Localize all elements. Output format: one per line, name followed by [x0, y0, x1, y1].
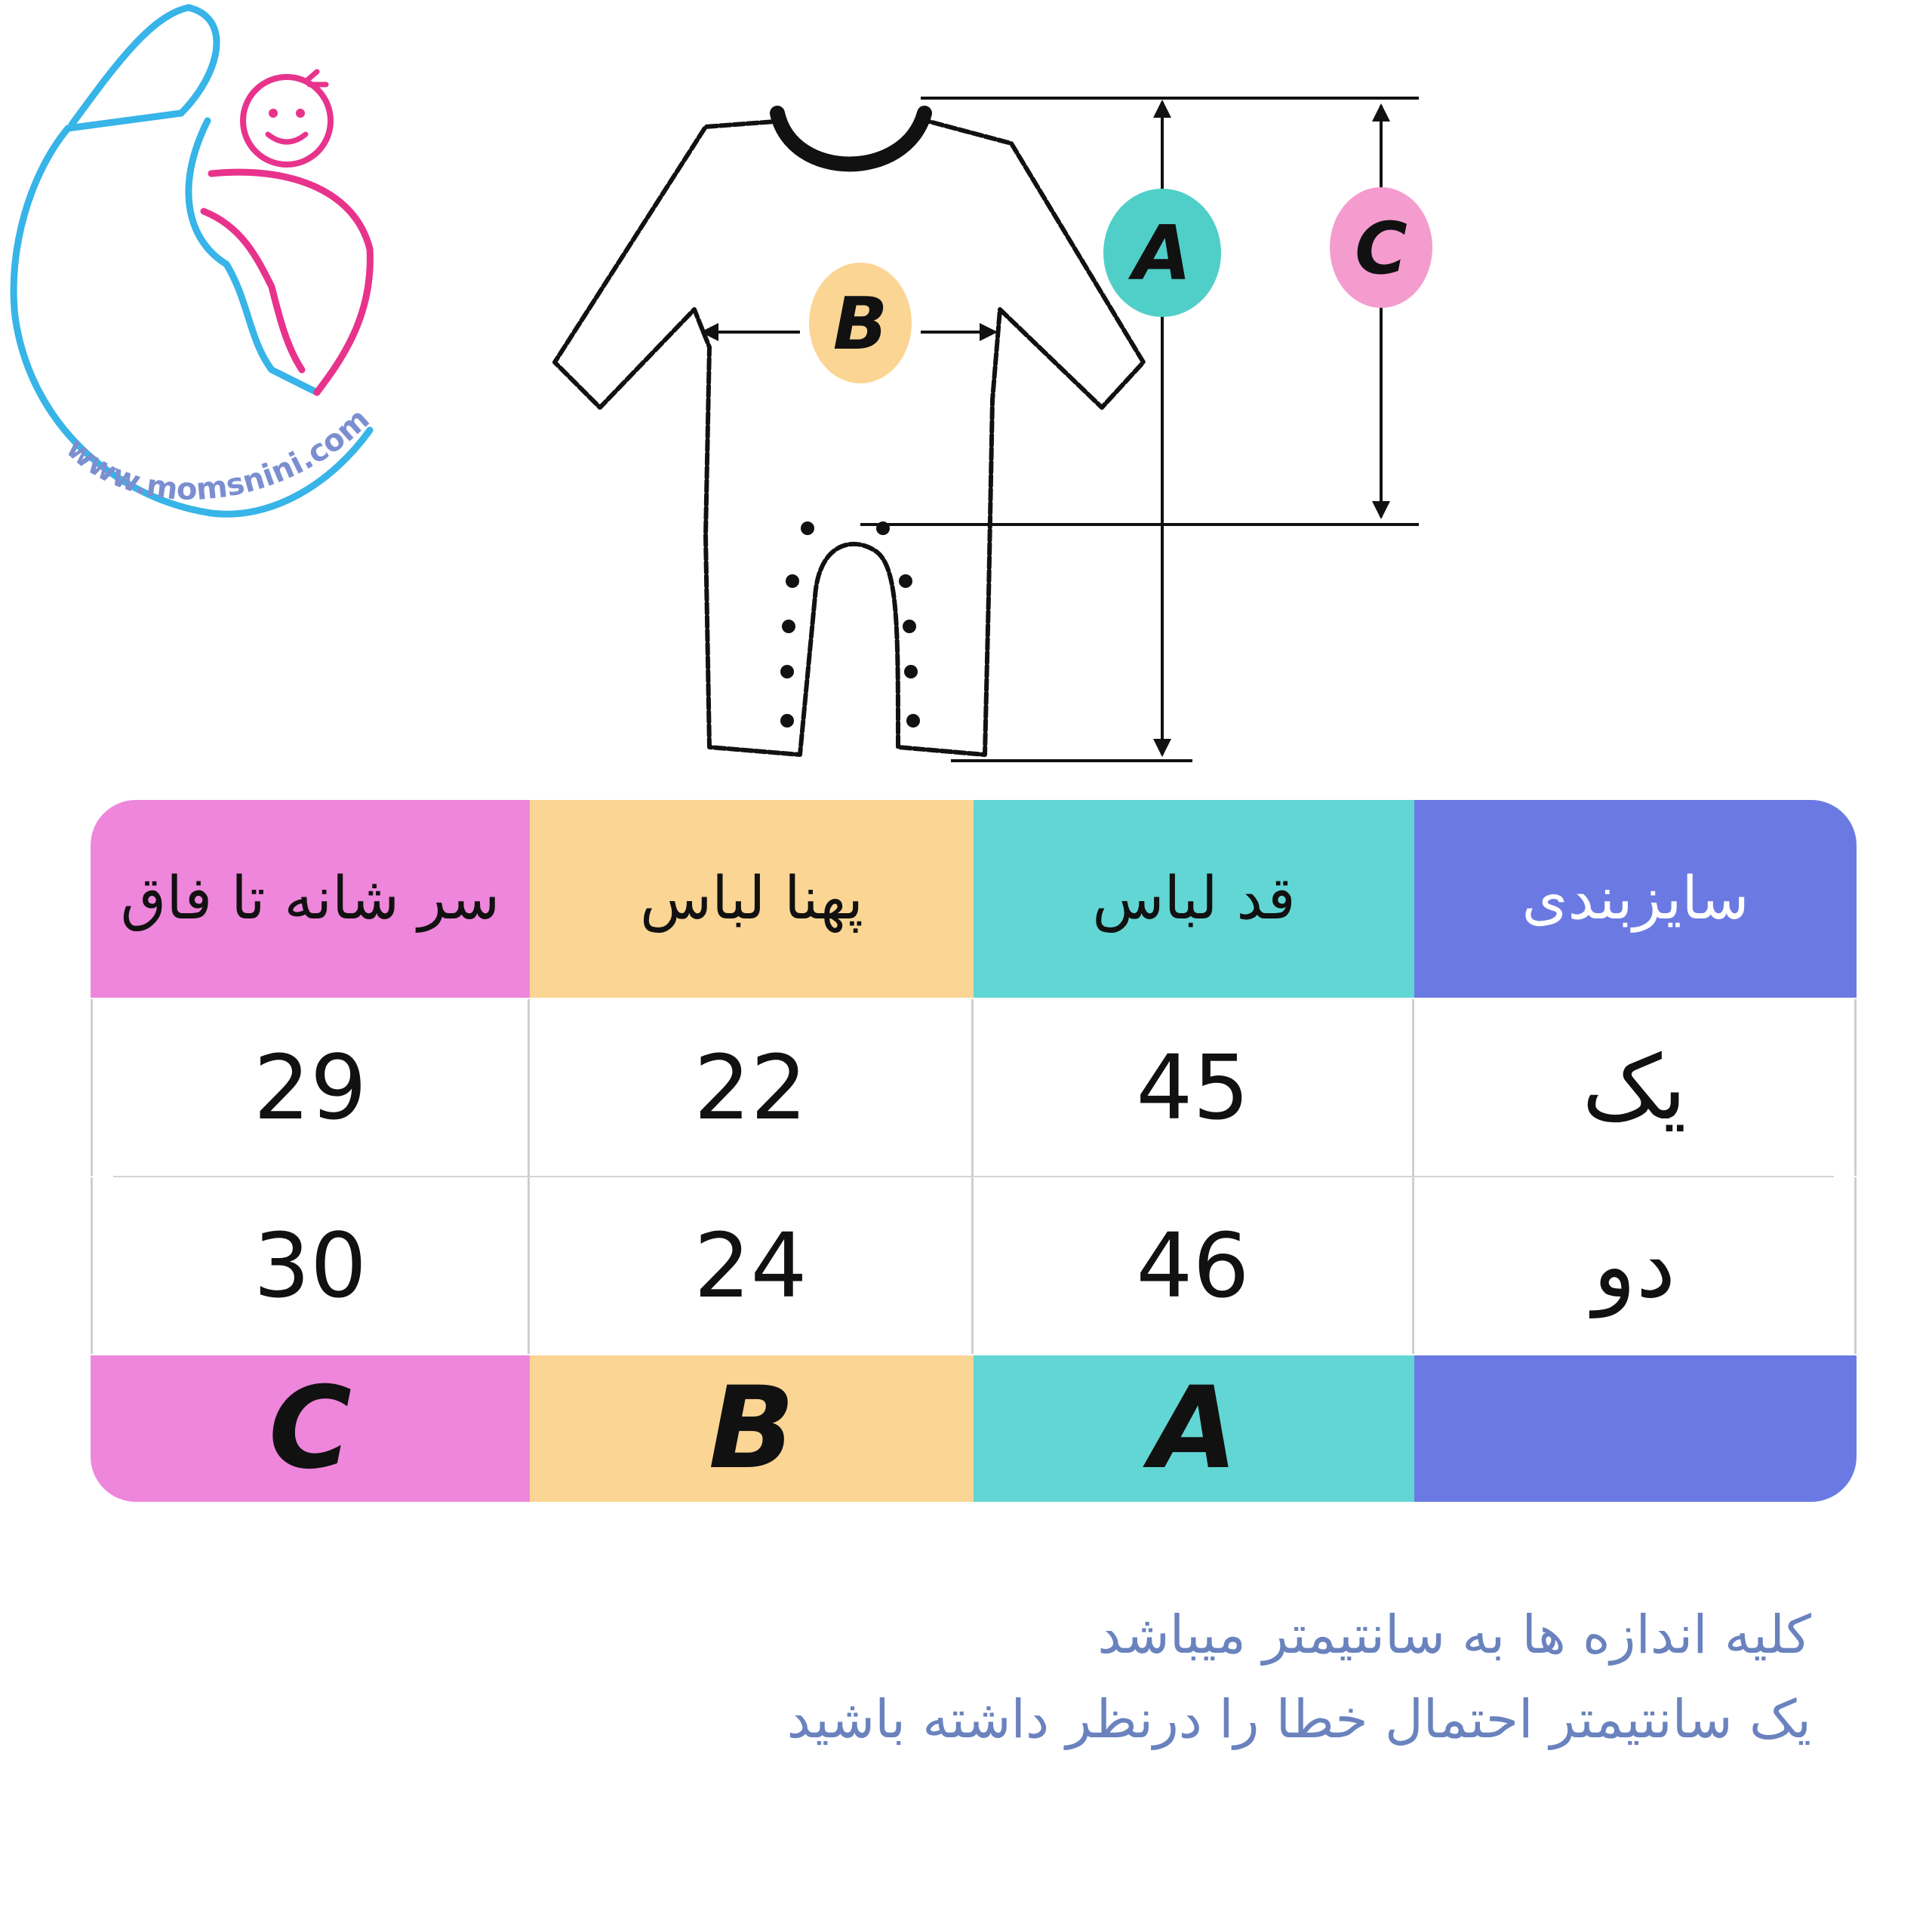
table-row [91, 999, 1857, 1176]
footer-label-size [1414, 1355, 1857, 1502]
measure-b-label: B [832, 283, 888, 366]
table-header-row [91, 800, 1857, 998]
cell-shoulder-to-crotch: 29 [91, 999, 530, 1176]
cell-garment-width: 24 [530, 1177, 974, 1354]
romper-outline-icon [528, 83, 1479, 777]
header-garment-length: قد لباس [974, 800, 1414, 998]
cell-garment-length: 46 [974, 1177, 1414, 1354]
logo-website-text: www.momsnini.com [59, 401, 377, 508]
cell-size: یک [1414, 999, 1857, 1176]
footer-label-b: B [530, 1355, 974, 1502]
garment-measurement-diagram [528, 83, 1479, 777]
header-garment-width: پهنا لباس [530, 800, 974, 998]
footer-label-c: C [91, 1355, 530, 1502]
header-shoulder-to-crotch: سر شانه تا فاق [91, 800, 530, 998]
measurement-notes [528, 1592, 1811, 1761]
mother-child-logo-icon [0, 0, 392, 543]
footer-label-a: A [974, 1355, 1414, 1502]
note-line-1: کلیه اندازه ها به سانتیمتر میباشد [1097, 1604, 1811, 1666]
table-row [91, 1177, 1857, 1354]
measure-a-label: A [1133, 209, 1192, 297]
header-size: سایزبندی [1414, 800, 1857, 998]
cell-garment-width: 22 [530, 999, 974, 1176]
cell-garment-length: 45 [974, 999, 1414, 1176]
table-footer-row [91, 1355, 1857, 1502]
measure-c-label: C [1355, 208, 1407, 291]
cell-shoulder-to-crotch: 30 [91, 1177, 530, 1354]
cell-size: دو [1414, 1177, 1857, 1354]
brand-logo [0, 0, 392, 543]
size-table [91, 800, 1857, 1502]
note-line-2: یک سانتیمتر احتمال خطا را درنظر داشته باشید [786, 1688, 1811, 1750]
